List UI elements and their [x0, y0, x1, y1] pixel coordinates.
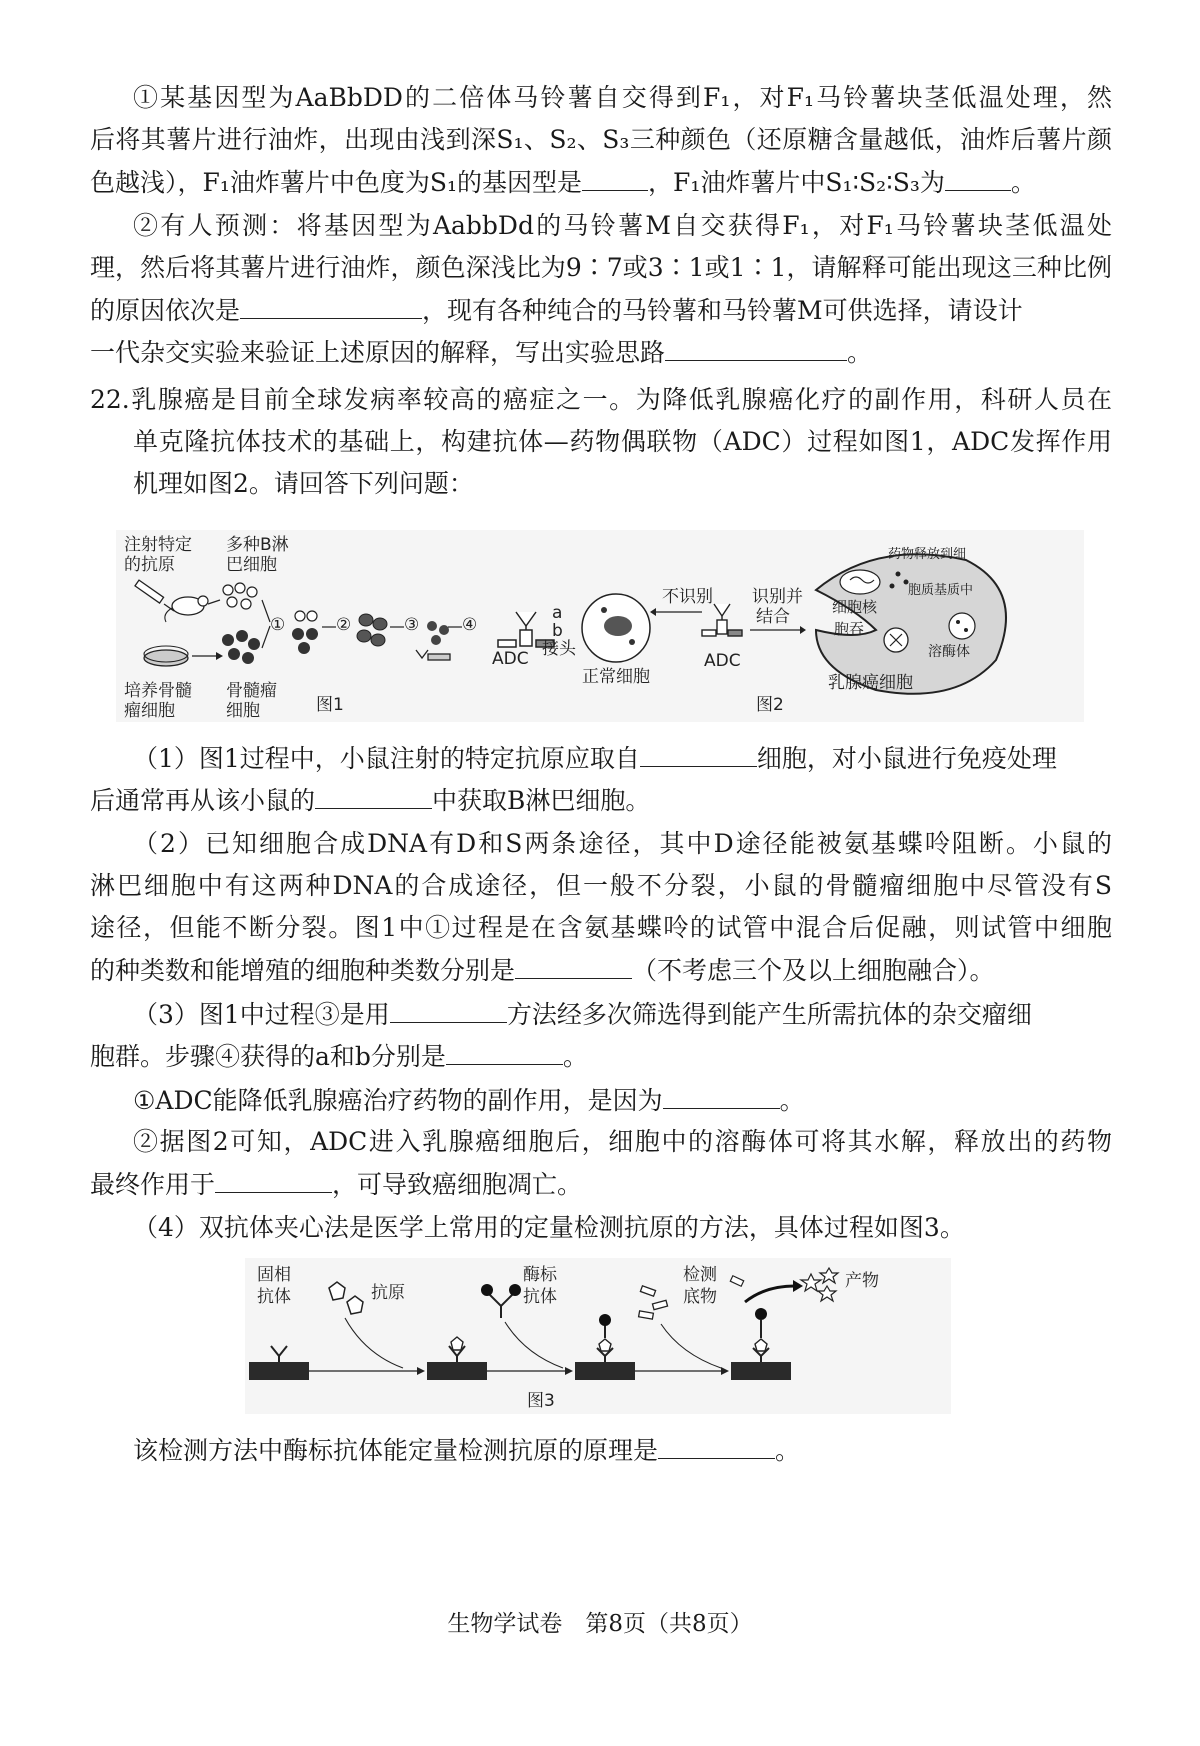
substrate-icon: [730, 1276, 743, 1287]
arrowhead: [793, 1280, 803, 1292]
q22-s3-line2: [90, 1038, 1200, 1075]
q22-s3b-line1: ②据图2可知，ADC进入乳腺癌细胞后，细胞中的溶酶体可将其水解，释放出的药物: [133, 1127, 1112, 1156]
bound-antigen-icon: [451, 1337, 463, 1350]
endocytosis-label: 胞吞: [834, 620, 865, 638]
substrate-label: 检测: [683, 1265, 717, 1285]
b-cells-cluster: [223, 583, 257, 609]
text-segment: 胞群。步骤④获得的a和b分别是: [90, 1042, 446, 1071]
not-recognize-label: 不识别: [662, 587, 713, 607]
figure-3: [245, 1258, 951, 1414]
text-segment: ，现有各种纯合的马铃薯和马铃薯M可供选择，请设计: [422, 296, 1023, 325]
arrow: [262, 600, 270, 622]
fig1-myeloma-label: 骨髓瘤: [226, 681, 277, 701]
q21-p2-line4: [90, 334, 1200, 371]
figure-1-2-svg: [116, 530, 1084, 722]
arrowhead: [721, 1367, 729, 1375]
text-segment: 色越浅），F₁油炸薯片中色度为S₁的基因型是: [90, 168, 583, 197]
answer-blank[interactable]: [446, 1038, 563, 1065]
page-footer: 生物学试卷 第8页（共8页）: [447, 1611, 753, 1637]
lysosome-label: 溶酶体: [928, 644, 970, 660]
text-segment: 细胞，对小鼠进行免疫处理: [756, 744, 1057, 773]
antigen-icons: [329, 1282, 363, 1314]
product-icons: [801, 1268, 838, 1301]
arrow: [661, 1324, 721, 1368]
answer-blank[interactable]: [315, 782, 432, 809]
linker-label: 接头: [542, 639, 576, 659]
step-3-label: ③: [404, 615, 420, 635]
arrowhead: [565, 1367, 573, 1375]
q22-s4-line2: [133, 1432, 1200, 1469]
substrate-label: 底物: [683, 1287, 717, 1307]
q22-s4-line1: （4）双抗体夹心法是医学上常用的定量检测抗原的方法，具体过程如图3。: [133, 1213, 965, 1242]
recognize-label: 识别并: [752, 587, 803, 607]
text-segment: 。: [775, 1436, 801, 1465]
fig1-culture-label: 培养骨髓: [124, 681, 192, 701]
selected-cells: [427, 621, 449, 645]
text-segment: 方法经多次筛选得到能产生所需抗体的杂交瘤细: [506, 1000, 1032, 1029]
q22-s2-line1: （2）已知细胞合成DNA有D和S两条途径，其中D途径能被氨基蝶呤阻断。小鼠的: [133, 829, 1112, 858]
antibody-drug-parts: [416, 650, 450, 660]
fig1-inject-label: 注射特定: [124, 535, 192, 555]
arrow: [208, 600, 220, 604]
text-segment: 。: [779, 1086, 805, 1115]
step-4-label: ④: [462, 615, 478, 635]
text-segment: 。: [847, 338, 873, 367]
arrowhead: [417, 1367, 425, 1375]
fig1-bcell-label: 巴细胞: [226, 555, 277, 575]
mouse-icon: [165, 596, 208, 622]
figure-3-caption: 图3: [527, 1391, 555, 1411]
myeloma-cells-cluster: [222, 630, 260, 664]
q22-s2-line4: [90, 952, 1200, 989]
text-segment: 最终作用于: [90, 1170, 216, 1199]
text-segment: 。: [1010, 168, 1036, 197]
q21-p2-line2: 理，然后将其薯片进行油炸，颜色深浅比为9∶7或3∶1或1∶1，请解释可能出现这三种比例: [90, 253, 1112, 282]
text-segment: （3）图1中过程③是用: [133, 1000, 390, 1029]
text-segment: 。: [562, 1042, 588, 1071]
answer-blank[interactable]: [665, 334, 847, 361]
answer-blank[interactable]: [582, 164, 648, 191]
q22-s2-line2: 淋巴细胞中有这两种DNA的合成途径，但一般不分裂，小鼠的骨髓瘤细胞中尽管没有S: [90, 871, 1112, 900]
text-segment: ①ADC能降低乳腺癌治疗药物的副作用，是因为: [133, 1086, 663, 1115]
answer-blank[interactable]: [945, 164, 1011, 191]
fig1-adc-label: ADC: [492, 649, 529, 669]
q22-intro-line2: 单克隆抗体技术的基础上，构建抗体—药物偶联物（ADC）过程如图1，ADC发挥作用: [133, 427, 1112, 456]
solid-phase-base: [731, 1362, 791, 1380]
fig1-inject-label: 的抗原: [124, 555, 175, 575]
text-segment: 中获取B淋巴细胞。: [432, 786, 651, 815]
antigen-label: 抗原: [371, 1283, 405, 1303]
solid-phase-base: [249, 1362, 309, 1380]
q22-s1-line1: [133, 740, 1200, 777]
label-a: a: [552, 603, 563, 623]
arrowhead: [216, 652, 223, 660]
enzyme-antibody-label: 酶标: [523, 1265, 557, 1285]
nucleus-label: 细胞核: [832, 598, 878, 616]
bound-antigen-icon: [599, 1339, 611, 1351]
normal-cell-icon: [582, 594, 650, 662]
normal-cell-label: 正常细胞: [582, 667, 650, 687]
q21-p2-line1: ②有人预测：将基因型为AabbDd的马铃薯M自交获得F₁，对F₁马铃薯块茎低温处: [133, 211, 1112, 240]
product-label: 产物: [845, 1271, 879, 1291]
substrate-icons: [639, 1286, 668, 1319]
q22-s1-line2: [90, 782, 1200, 819]
fused-cells: [292, 611, 318, 654]
enzyme-icon: [755, 1308, 767, 1320]
fig1-culture-label: 瘤细胞: [124, 701, 175, 721]
solid-phase-base: [427, 1362, 487, 1380]
solid-antibody-label: 固相: [257, 1265, 291, 1285]
q22-s2-line3: 途径，但能不断分裂。图1中①过程是在含氨基蝶呤的试管中混合后促融，则试管中细胞: [90, 913, 1112, 942]
fig1-myeloma-label: 细胞: [226, 701, 260, 721]
text-segment: （不考虑三个及以上细胞融合）。: [632, 956, 995, 985]
bound-antigen-icon: [755, 1339, 767, 1351]
answer-blank[interactable]: [640, 740, 757, 767]
arrowhead: [800, 626, 806, 634]
q22-s3b-line2: [90, 1166, 1200, 1203]
arrow: [262, 626, 270, 648]
figure-1-caption: 图1: [316, 695, 344, 715]
figure-3-svg: [245, 1258, 951, 1414]
drug-release-label: 胞质基质中: [908, 583, 974, 598]
cancer-cell-label: 乳腺癌细胞: [828, 673, 913, 693]
q21-p1-line2: 后将其薯片进行油炸，出现由浅到深S₁、S₂、S₃三种颜色（还原糖含量越低，油炸后薯片颜: [90, 125, 1112, 154]
text-segment: ，可导致癌细胞凋亡。: [332, 1170, 583, 1199]
arrow: [345, 1318, 403, 1368]
antibody-y-icon: [271, 1346, 287, 1362]
enzyme-icon: [599, 1314, 611, 1326]
answer-blank[interactable]: [663, 1082, 780, 1109]
label-b: b: [552, 621, 563, 641]
solid-antibody-label: 抗体: [257, 1287, 291, 1307]
answer-blank[interactable]: [240, 292, 422, 319]
q21-p1-line1: ①某基因型为AaBbDD的二倍体马铃薯自交得到F₁，对F₁马铃薯块茎低温处理，然: [133, 83, 1112, 112]
q22-s3a-line: [133, 1082, 1200, 1119]
fig1-bcell-label: 多种B淋: [226, 535, 289, 555]
arrow: [505, 1322, 563, 1368]
figure-1-2: [116, 530, 1084, 722]
figure-2-caption: 图2: [756, 695, 784, 715]
q22-intro-line3: 机理如图2。请回答下列问题：: [133, 469, 474, 498]
answer-blank[interactable]: [215, 1166, 332, 1193]
text-segment: 该检测方法中酶标抗体能定量检测抗原的原理是: [133, 1436, 659, 1465]
arrowhead: [650, 608, 656, 616]
q21-p1-line3: [90, 164, 1200, 201]
answer-blank[interactable]: [390, 996, 507, 1023]
q22-s3-line1: [133, 996, 1200, 1033]
text-segment: 的原因依次是: [90, 296, 241, 325]
fig2-adc-label: ADC: [704, 651, 741, 671]
petri-dish-icon: [144, 646, 188, 666]
solid-phase-base: [575, 1362, 635, 1380]
reaction-arrow: [745, 1286, 795, 1302]
text-segment: 后通常再从该小鼠的: [90, 786, 316, 815]
adc-antibody-icon: [702, 604, 742, 636]
hybridoma-cells: [357, 614, 387, 646]
q22-intro-line1: 22.乳腺癌是目前全球发病率较高的癌症之一。为降低乳腺癌化疗的副作用，科研人员在: [90, 385, 1112, 414]
syringe-icon: [135, 580, 174, 611]
answer-blank[interactable]: [658, 1432, 775, 1459]
drug-release-label: 药物释放到细: [888, 547, 967, 562]
text-segment: （1）图1过程中，小鼠注射的特定抗原应取自: [133, 744, 640, 773]
enzyme-antibody-icon: [481, 1284, 521, 1318]
enzyme-antibody-label: 抗体: [523, 1287, 557, 1307]
text-segment: ，F₁油炸薯片中S₁∶S₂∶S₃为: [648, 168, 945, 197]
step-2-label: ②: [336, 615, 352, 635]
q21-p2-line3: [90, 292, 1200, 329]
text-segment: 一代杂交实验来验证上述原因的解释，写出实验思路: [90, 338, 666, 367]
text-segment: 的种类数和能增殖的细胞种类数分别是: [90, 956, 516, 985]
step-1-label: ①: [270, 615, 286, 635]
recognize-label: 结合: [756, 607, 790, 627]
answer-blank[interactable]: [515, 952, 632, 979]
